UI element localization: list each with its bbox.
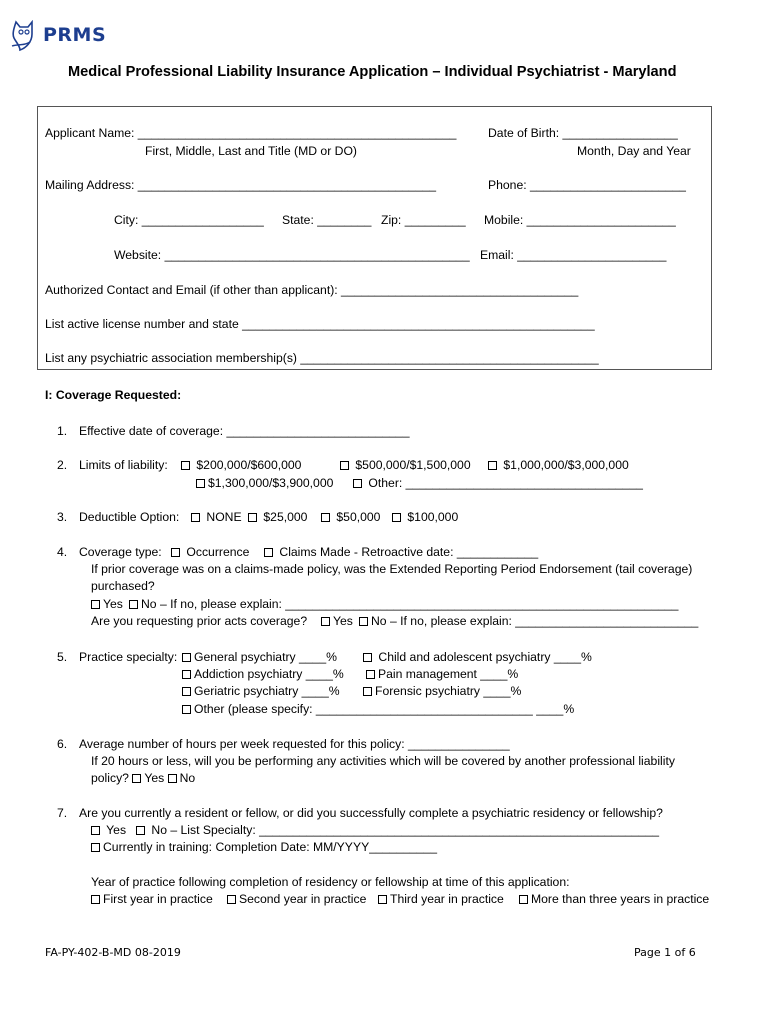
option-label: No <box>179 771 196 785</box>
question-number: 6. <box>57 737 68 751</box>
checkbox-icon[interactable] <box>171 548 180 557</box>
question-number: 7. <box>57 806 68 820</box>
hours-per-week-field[interactable]: Average number of hours per week requested for this policy: _______________ <box>79 737 510 751</box>
limit-option-1m[interactable] <box>488 458 629 472</box>
question-text: policy? <box>91 771 129 785</box>
mailing-address-field[interactable]: Mailing Address: ____________________________________________ <box>45 178 437 192</box>
limit-option-200k[interactable] <box>181 458 301 472</box>
specialty-addiction[interactable] <box>182 667 344 681</box>
coverage-claims-made[interactable] <box>264 545 538 559</box>
checkbox-icon[interactable] <box>353 479 362 488</box>
prior-acts-question: Are you requesting prior acts coverage? <box>91 614 308 628</box>
checkbox-icon[interactable] <box>182 670 191 679</box>
residency-yes[interactable] <box>91 823 126 837</box>
option-label: Yes <box>144 771 165 785</box>
year-first[interactable] <box>91 892 213 906</box>
option-label: More than three years in practice <box>531 892 710 906</box>
checkbox-icon[interactable] <box>196 479 205 488</box>
option-label: Yes <box>106 823 127 837</box>
email-field[interactable]: Email: ______________________ <box>480 248 667 262</box>
currently-training[interactable] <box>91 840 437 854</box>
year-more-than-three[interactable] <box>519 892 709 906</box>
checkbox-icon[interactable] <box>168 774 177 783</box>
option-label: No – If no, please explain: ___________________________ <box>371 614 699 628</box>
checkbox-icon[interactable] <box>392 513 401 522</box>
checkbox-icon[interactable] <box>227 895 236 904</box>
option-label: $200,000/$600,000 <box>196 458 302 472</box>
checkbox-icon[interactable] <box>519 895 528 904</box>
option-label: Child and adolescent psychiatry ____% <box>378 650 592 664</box>
applicant-name-hint: First, Middle, Last and Title (MD or DO) <box>145 144 357 158</box>
association-field[interactable]: List any psychiatric association membership(s) ____________________________________________ <box>45 351 599 365</box>
checkbox-icon[interactable] <box>264 548 273 557</box>
option-label: $1,000,000/$3,000,000 <box>503 458 629 472</box>
option-label: No – If no, please explain: __________________________________________________________ <box>141 597 679 611</box>
question-number: 4. <box>57 545 68 559</box>
checkbox-icon[interactable] <box>340 461 349 470</box>
tail-no-explain[interactable] <box>129 597 678 611</box>
checkbox-icon[interactable] <box>129 600 138 609</box>
deductible-label: Deductible Option: <box>79 510 180 524</box>
specialty-forensic[interactable] <box>363 684 521 698</box>
tail-coverage-question: If prior coverage was on a claims-made policy, was the Extended Reporting Period Endorsement (tail coverage) <box>91 562 693 576</box>
license-field[interactable]: List active license number and state ____________________________________________________ <box>45 317 595 331</box>
prior-acts-yes[interactable] <box>321 614 353 628</box>
year-of-practice-question: Year of practice following completion of residency or fellowship at time of this application: <box>91 875 570 889</box>
option-label: Yes <box>103 597 123 611</box>
specialty-general[interactable] <box>182 650 337 664</box>
dob-hint: Month, Day and Year <box>577 144 691 158</box>
checkbox-icon[interactable] <box>488 461 497 470</box>
deductible-100k[interactable] <box>392 510 458 524</box>
option-label: Claims Made - Retroactive date: ____________ <box>279 545 539 559</box>
option-label: First year in practice <box>103 892 213 906</box>
question-number: 1. <box>57 424 68 438</box>
section-heading: I: Coverage Requested: <box>45 388 182 402</box>
option-label: $25,000 <box>263 510 308 524</box>
practice-specialty-label: Practice specialty: <box>79 650 178 664</box>
prms-owl-logo-icon <box>10 20 40 52</box>
residency-no-list[interactable] <box>136 823 659 837</box>
year-third[interactable] <box>378 892 504 906</box>
checkbox-icon[interactable] <box>378 895 387 904</box>
deductible-25k[interactable] <box>248 510 307 524</box>
option-label: $500,000/$1,500,000 <box>355 458 471 472</box>
deductible-none[interactable] <box>191 510 242 524</box>
checkbox-icon[interactable] <box>181 461 190 470</box>
form-code: FA-PY-402-B-MD 08-2019 <box>45 946 181 959</box>
checkbox-icon[interactable] <box>91 600 100 609</box>
coverage-occurrence[interactable] <box>171 545 249 559</box>
checkbox-icon[interactable] <box>191 513 200 522</box>
checkbox-icon[interactable] <box>91 826 100 835</box>
specialty-other[interactable] <box>182 702 574 716</box>
checkbox-icon[interactable] <box>363 687 372 696</box>
question-number: 5. <box>57 650 68 664</box>
specialty-child-adolescent[interactable] <box>363 650 592 664</box>
option-label: $1,300,000/$3,900,000 <box>208 476 334 490</box>
checkbox-icon[interactable] <box>132 774 141 783</box>
prms-logo-text: PRMS <box>43 24 107 46</box>
option-label: $100,000 <box>407 510 459 524</box>
website-field[interactable]: Website: _____________________________________________ <box>114 248 470 262</box>
prior-acts-no[interactable] <box>359 614 698 628</box>
option-label: Other: ___________________________________ <box>368 476 643 490</box>
checkbox-icon[interactable] <box>366 670 375 679</box>
limit-option-1-3m[interactable] <box>196 476 333 490</box>
option-label: Third year in practice <box>390 892 504 906</box>
option-label: Geriatric psychiatry ____% <box>194 684 340 698</box>
checkbox-icon[interactable] <box>182 687 191 696</box>
checkbox-icon[interactable] <box>182 705 191 714</box>
tail-coverage-question-cont: purchased? <box>91 579 155 593</box>
phone-field[interactable]: Phone: _______________________ <box>488 178 686 192</box>
applicant-name-field[interactable]: Applicant Name: _______________________________________________ <box>45 126 457 140</box>
mobile-field[interactable]: Mobile: ______________________ <box>484 213 676 227</box>
specialty-geriatric[interactable] <box>182 684 340 698</box>
option-label: Forensic psychiatry ____% <box>375 684 522 698</box>
question-number: 3. <box>57 510 68 524</box>
other-coverage-question: If 20 hours or less, will you be performing any activities which will be covered by another professional liability <box>91 754 675 768</box>
checkbox-icon[interactable] <box>248 513 257 522</box>
zip-field[interactable]: Zip: _________ <box>381 213 466 227</box>
option-label: NONE <box>206 510 242 524</box>
checkbox-icon[interactable] <box>321 513 330 522</box>
city-field[interactable]: City: __________________ <box>114 213 264 227</box>
limit-option-500k[interactable] <box>340 458 471 472</box>
checkbox-icon[interactable] <box>359 617 368 626</box>
checkbox-icon[interactable] <box>363 653 372 662</box>
checkbox-icon[interactable] <box>136 826 145 835</box>
option-label: Other (please specify: ________________________________ ____% <box>194 702 575 716</box>
checkbox-icon[interactable] <box>91 843 100 852</box>
state-field[interactable]: State: ________ <box>282 213 372 227</box>
option-label: General psychiatry ____% <box>194 650 337 664</box>
option-label: Pain management ____% <box>378 667 519 681</box>
page-title: Medical Professional Liability Insurance Application – Individual Psychiatrist - Maryland <box>68 64 677 80</box>
option-label: Yes <box>333 614 353 628</box>
checkbox-icon[interactable] <box>321 617 330 626</box>
option-label: Occurrence <box>186 545 250 559</box>
option-label: Currently in training: Completion Date: MM/YYYY__________ <box>103 840 437 854</box>
page-number: Page 1 of 6 <box>634 946 696 959</box>
tail-yes[interactable] <box>91 597 123 611</box>
residency-question: Are you currently a resident or fellow, or did you successfully complete a psychiatric residency or fellowship? <box>79 806 663 820</box>
coverage-type-label: Coverage type: <box>79 545 162 559</box>
limits-label: Limits of liability: <box>79 458 168 472</box>
question-number: 2. <box>57 458 68 472</box>
option-label: Second year in practice <box>239 892 367 906</box>
option-label: Addiction psychiatry ____% <box>194 667 344 681</box>
effective-date-field[interactable]: Effective date of coverage: ___________________________ <box>79 424 410 438</box>
limit-option-other[interactable] <box>353 476 643 490</box>
option-label: $50,000 <box>336 510 381 524</box>
other-coverage-question-cont <box>91 771 195 785</box>
specialty-pain[interactable] <box>366 667 518 681</box>
authorized-contact-field[interactable]: Authorized Contact and Email (if other than applicant): ___________________________________ <box>45 283 579 297</box>
checkbox-icon[interactable] <box>182 653 191 662</box>
date-of-birth-field[interactable]: Date of Birth: _________________ <box>488 126 678 140</box>
year-second[interactable] <box>227 892 366 906</box>
option-label: No – List Specialty: ___________________________________________________________ <box>151 823 660 837</box>
checkbox-icon[interactable] <box>91 895 100 904</box>
deductible-50k[interactable] <box>321 510 380 524</box>
